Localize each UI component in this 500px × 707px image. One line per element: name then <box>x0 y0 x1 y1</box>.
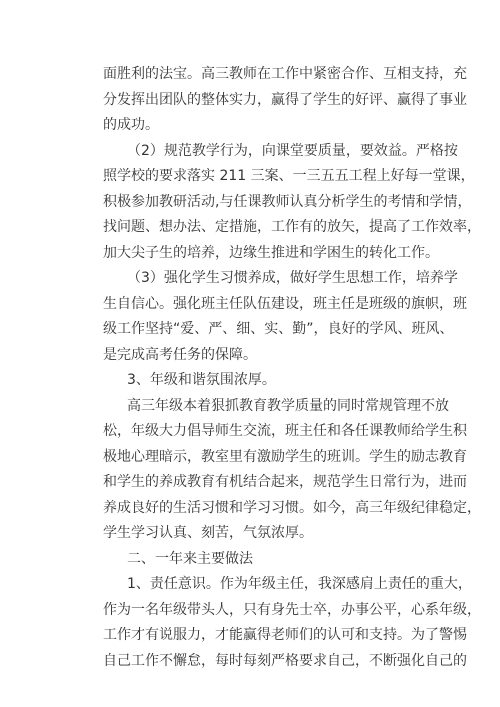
paragraph-line: 级工作坚持“爱、严、细、实、勤”，良好的学风、班风、 <box>103 321 454 337</box>
paragraph-line: 面胜利的法宝。高三教师在工作中紧密合作、互相支持，充 <box>103 66 467 82</box>
paragraph-line: 是完成高考任务的保障。 <box>103 347 257 363</box>
paragraph-line: 作为一名年级带头人，只有身先士卒，办事公平，心系年级， <box>103 602 481 618</box>
paragraph-line: 的成功。 <box>103 117 159 133</box>
paragraph-line: 和学生的养成教育有机结合起来，规范学生日常行为，进而 <box>103 474 467 490</box>
paragraph-line: 学生学习认真、刻苦，气氛浓厚。 <box>103 525 313 541</box>
paragraph-line: 松，年级大力倡导师生交流，班主任和各任课教师给学生积 <box>103 423 467 439</box>
paragraph-line: 极地心理暗示，教室里有激励学生的班训。学生的励志教育 <box>103 449 467 465</box>
paragraph-line: 加大尖子生的培养，边缘生推进和学困生的转化工作。 <box>103 245 439 261</box>
paragraph-line: 工作才有说服力，才能赢得老师们的认可和支持。为了警惕 <box>103 627 467 643</box>
paragraph-line: 照学校的要求落实 211 三案、一三五五工程上好每一堂课， <box>103 168 475 184</box>
paragraph-line: 生自信心。强化班主任队伍建设，班主任是班级的旗帜，班 <box>103 296 467 312</box>
paragraph-line: 分发挥出团队的整体实力，赢得了学生的好评、赢得了事业 <box>103 92 467 108</box>
paragraph-line: 1、责任意识。作为年级主任，我深感肩上责任的重大， <box>127 576 472 592</box>
section-heading: 3、年级和谐氛围浓厚。 <box>127 372 276 388</box>
paragraph-line: 养成良好的生活习惯和学习习惯。如今，高三年级纪律稳定， <box>103 500 481 516</box>
paragraph-line: 自己工作不懈怠，每时每刻严格要求自己，不断强化自己的 <box>103 653 467 669</box>
section-heading: 二、一年来主要做法 <box>127 551 253 567</box>
paragraph-line: 积极参加教研活动,与任课教师认真分析学生的考情和学情， <box>103 194 472 210</box>
paragraph-line: （2）规范教学行为，向课堂要质量，要效益。严格按 <box>127 143 458 159</box>
paragraph-line: （3）强化学生习惯养成，做好学生思想工作，培养学 <box>127 270 458 286</box>
paragraph-line: 高三年级本着狠抓教育教学质量的同时常规管理不放 <box>127 398 449 414</box>
paragraph-line: 找问题、想办法、定措施，工作有的放矢，提高了工作效率， <box>103 219 481 235</box>
